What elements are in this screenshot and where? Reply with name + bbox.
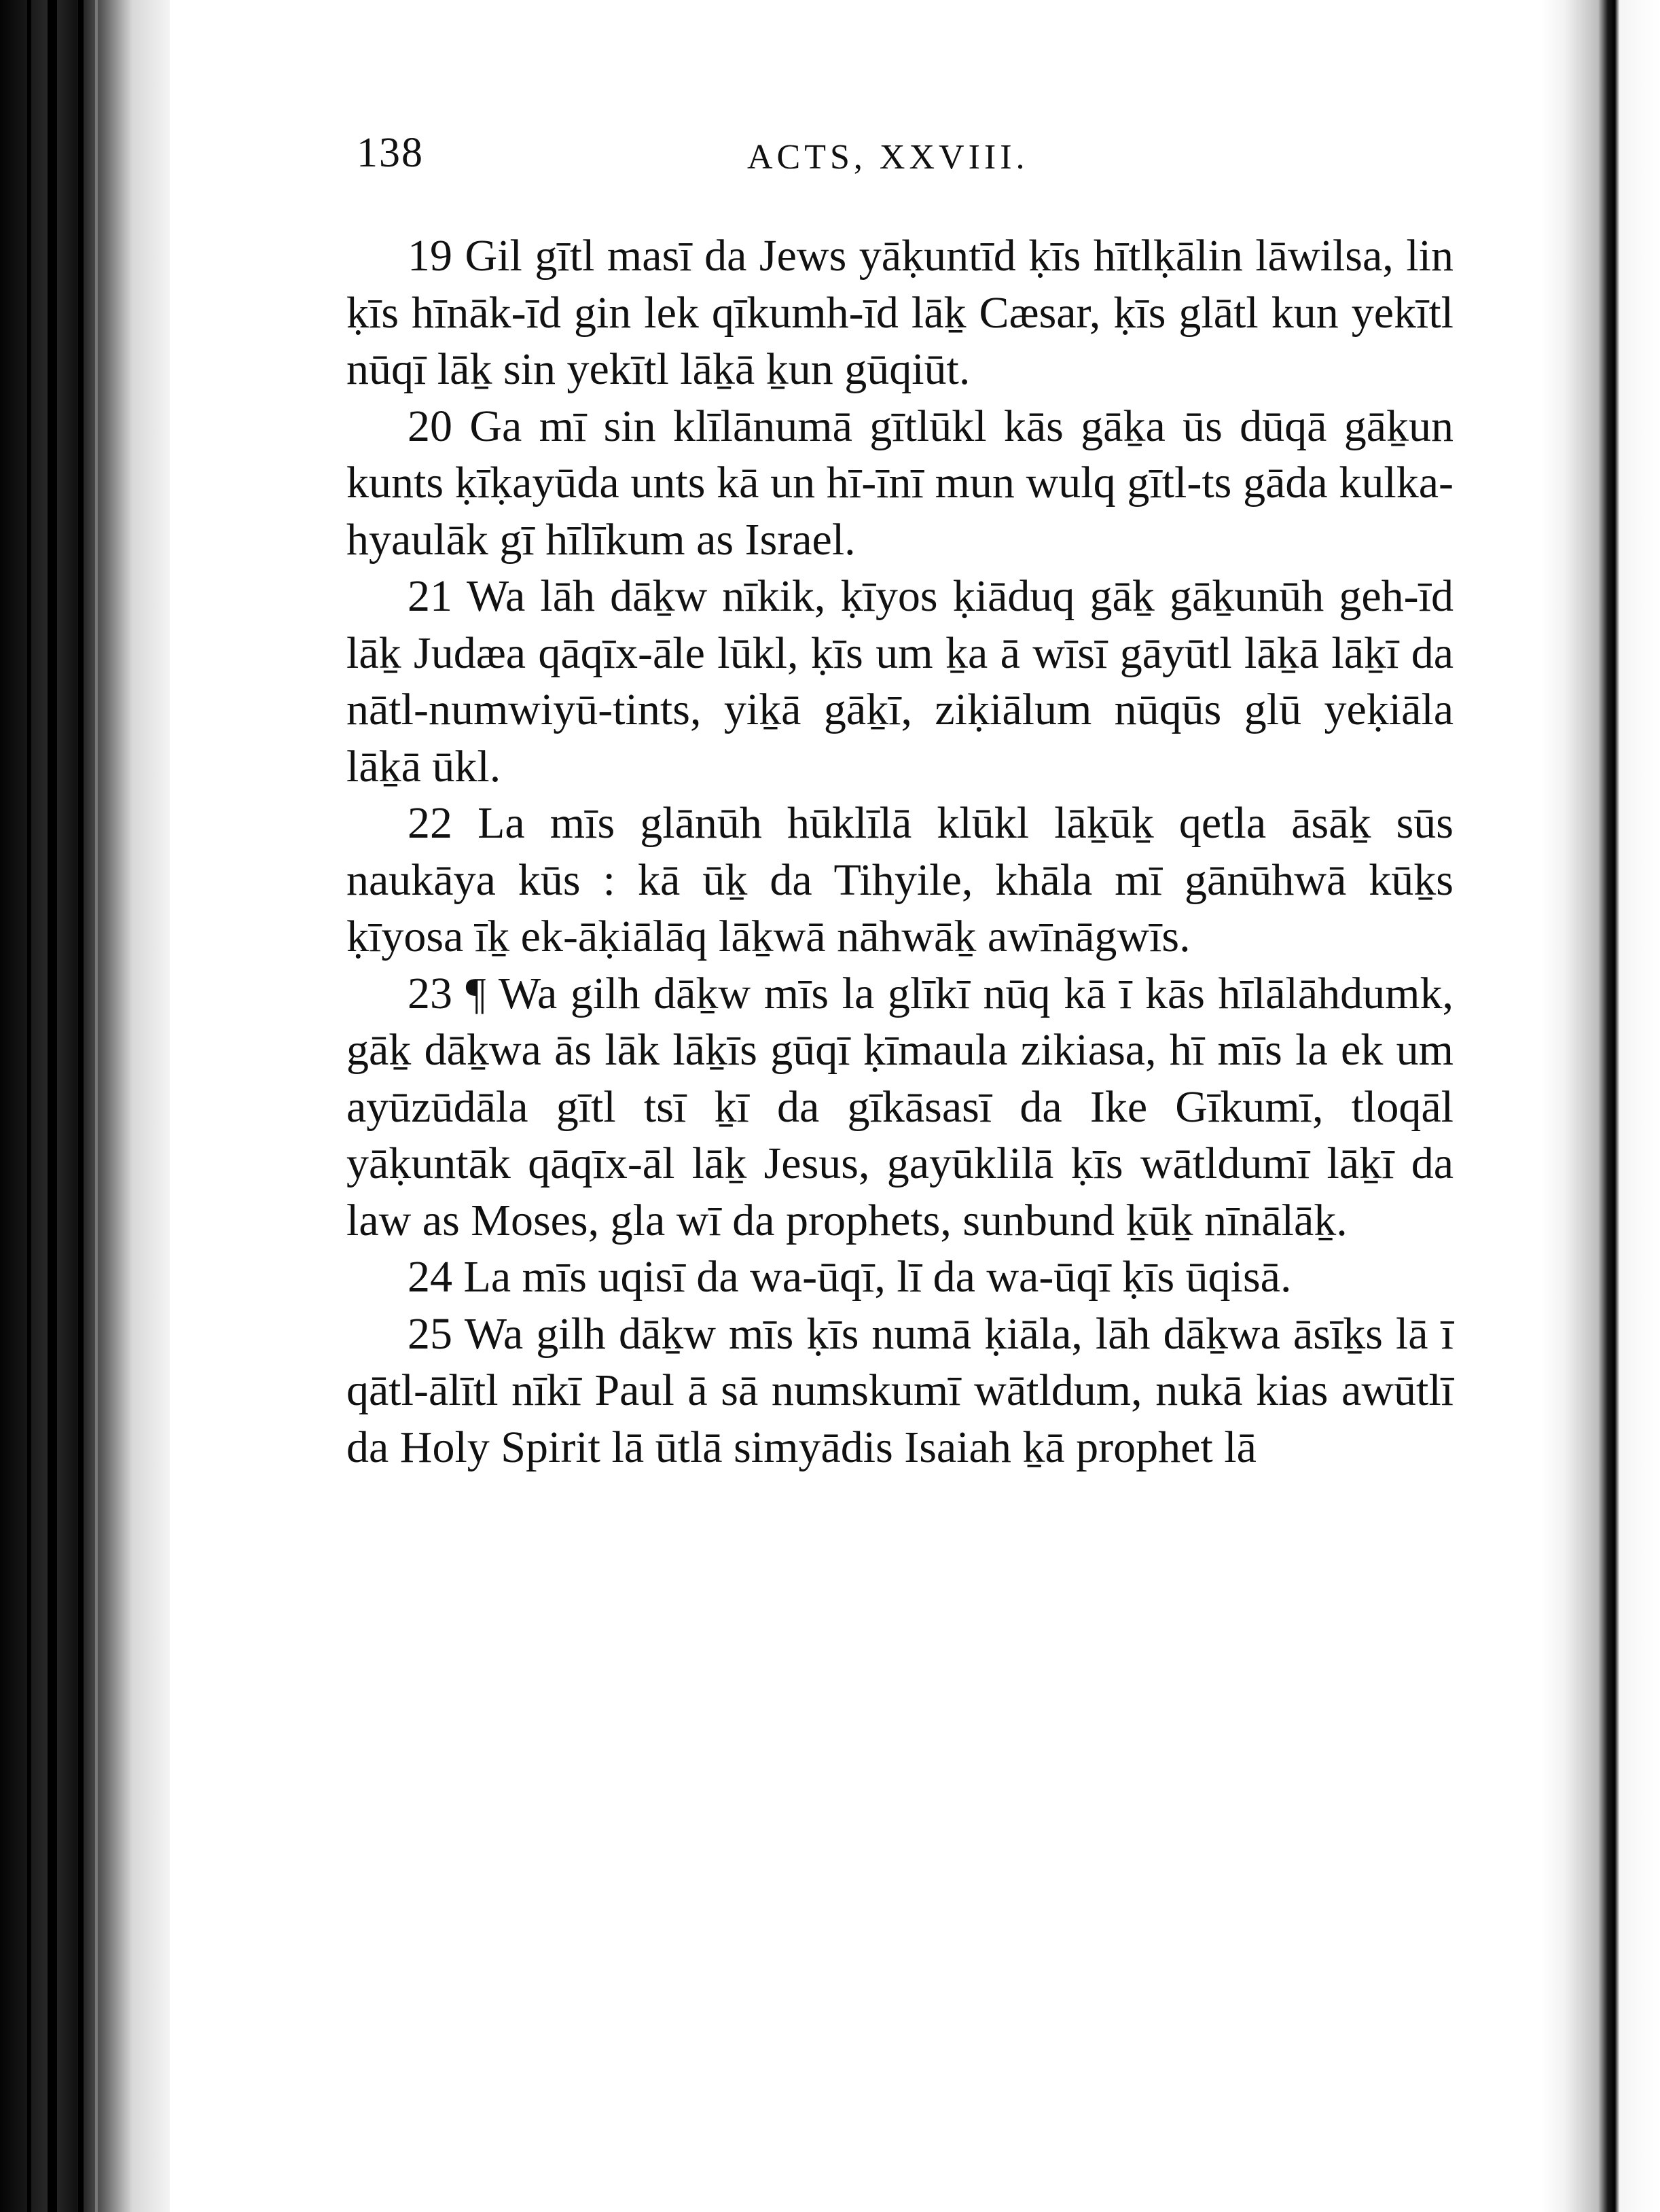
running-header — [346, 122, 1454, 197]
verse-19: 19 Gil gītl masī da Jews yāḳuntīd ḳīs hītlḳālin lāwilsa, lin ḳīs hīnāk-īd gin lek qīkumh-īd lāḵ Cæsar, ḳīs glātl kun yekītl nūqī lāḵ sin yekītl lāḵā ḵun gūqiūt. — [346, 231, 1454, 394]
verse-list — [346, 228, 1454, 1476]
verse-20: 20 Ga mī sin klīlānumā gītlūkl kās gāḵa ūs dūqā gāḵun kunts ḳīḳayūda unts kā un hī-īnī mun wulq gītl-ts gāda kulka-hyaulāk gī hīlīkum as Israel. — [346, 401, 1454, 565]
verse-22: 22 La mīs glānūh hūklīlā klūkl lāḵūḵ qetla āsāḵ sūs naukāya kūs : kā ūḵ da Tihyile, khāla mī gānūhwā kūḵs ḳīyosa īḵ ek-āḳiālāq lāḵwā nāhwāḵ awīnāgwīs. — [346, 798, 1454, 961]
verse-24: 24 La mīs uqisī da wa-ūqī, lī da wa-ūqī ḳīs ūqisā. — [408, 1252, 1292, 1302]
page-edge-shadow — [1541, 0, 1660, 2212]
verse-23: 23 ¶ Wa gilh dāḵw mīs la glīkī nūq kā ī kās hīlālāhdumk, gāḵ dāḵwa ās lāk lāḵīs gūqī ḳīmaula zikiasa, hī mīs la ek um ayūzūdāla gītl tsī ḵī da gīkāsasī da Ike Gīkumī, tloqāl yāḳuntāk qāqīx-āl lāḵ Jesus, gayūklilā ḳīs wātldumī lāḵī da law as Moses, gla wī da prophets, sunbund ḵūḵ nīnālāḵ. — [346, 968, 1454, 1245]
book-binding-shadow — [0, 0, 170, 2212]
verse-25: 25 Wa gilh dāḵw mīs ḳīs numā ḳiāla, lāh dāḵwa āsīḵs lā ī qātl-ālītl nīkī Paul ā sā numskumī wātldum, nukā kias awūtlī da Holy Spirit lā ūtlā simyādis Isaiah ḵā prophet lā — [346, 1308, 1454, 1472]
running-title: ACTS, XXVIII. — [747, 138, 1029, 177]
verse-21: 21 Wa lāh dāḵw nīkik, ḳīyos ḳiāduq gāḵ gāḵunūh geh-īd lāḵ Judæa qāqīx-āle lūkl, ḳīs um ḵa ā wīsī gāyūtl lāḵā lāḵī da nātl-numwiyū-tints, yiḵā gāḵī, ziḳiālum nūqūs glū yeḳiāla lāḵā ūkl. — [346, 571, 1454, 791]
book-page — [346, 122, 1454, 1476]
page-number: 138 — [357, 130, 424, 176]
